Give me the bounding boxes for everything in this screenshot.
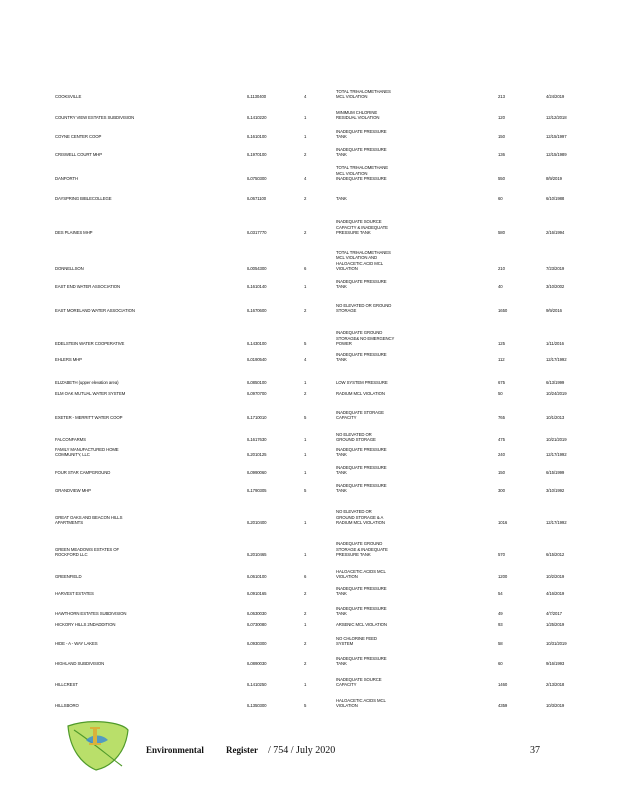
facility-name: COUNTRY VIEW ESTATES SUBDIVISION [55, 115, 135, 121]
violation-count: 2 [304, 152, 307, 158]
violation-date: 9/9/2016 [546, 308, 562, 314]
facility-id: IL0890030 [247, 661, 267, 667]
facility-id: IL1610100 [247, 134, 267, 140]
facility-id: IL1410220 [247, 115, 267, 121]
violation-date: 12/15/1997 [546, 134, 567, 140]
facility-name: DONNELLSON [55, 266, 84, 272]
environmental-register-logo [62, 720, 132, 772]
violation-type: HALOACETIC ACIDS MCL VIOLATION [336, 568, 386, 580]
violation-count: 1 [304, 622, 307, 628]
violation-count: 1 [304, 437, 307, 443]
violation-count: 2 [304, 391, 307, 397]
violation-count: 2 [304, 611, 307, 617]
violation-type: RADIUM MCL VIOLATION [336, 391, 385, 397]
facility-name: FAMILY MANUFACTURED HOME COMMUNITY, LLC [55, 446, 119, 458]
violation-type: INADEQUATE PRESSURE TANK [336, 482, 387, 494]
facility-name: HIDE - A - WAY LAKES [55, 641, 98, 647]
facility-id: IL0610100 [247, 574, 267, 580]
facility-id: IL0910165 [247, 591, 267, 597]
violation-type: TANK [336, 196, 347, 202]
population-served: 50 [498, 391, 503, 397]
facility-name: GREEN MEADOWS ESTATES OF ROCKFORD LLC [55, 546, 120, 558]
footer-page-number: 37 [530, 745, 540, 756]
facility-id: IL2010465 [247, 552, 267, 558]
violation-date: 9/16/1993 [546, 661, 565, 667]
facility-id: IL1710010 [247, 415, 267, 421]
population-served: 550 [498, 176, 505, 182]
violation-date: 6/15/1999 [546, 470, 565, 476]
facility-id: IL2010125 [247, 452, 267, 458]
facility-name: DAYSPRING BIBLECOLLEGE [55, 196, 112, 202]
population-served: 475 [498, 437, 505, 443]
violation-date: 10/24/2019 [546, 391, 567, 397]
facility-name: HICKORY HILLS 2NDADDITION [55, 622, 116, 628]
facility-id: IL1430100 [247, 341, 267, 347]
facility-id: IL1790305 [247, 488, 267, 494]
page-footer [0, 712, 618, 772]
facility-name: GREAT OAKS AND BEACON HILLS APARTMENTS [55, 514, 123, 526]
violation-date: 6/15/2012 [546, 552, 565, 558]
population-served: 136 [498, 152, 505, 158]
violation-date: 10/3/2019 [546, 703, 565, 709]
facility-name: HARVEST ESTATES [55, 591, 94, 597]
violation-type: INADEQUATE STORAGE CAPACITY [336, 409, 384, 421]
facility-id: IL0190540 [247, 357, 267, 363]
population-served: 210 [498, 266, 505, 272]
violation-date: 10/2/2019 [546, 574, 565, 580]
footer-issue: / 754 / July 2020 [268, 745, 336, 756]
facility-id: IL1970100 [247, 152, 267, 158]
violation-count: 5 [304, 415, 307, 421]
violation-count: 2 [304, 591, 307, 597]
violation-type: NO ELEVATED OR GROUND STORAGE [336, 431, 376, 443]
violation-date: 3/10/1992 [546, 488, 565, 494]
violation-date: 3/10/2002 [546, 284, 565, 290]
population-served: 150 [498, 134, 505, 140]
facility-name: EDELSTEIN WATER COOPERATIVE [55, 341, 125, 347]
facility-id: IL0970700 [247, 391, 267, 397]
facility-id: IL1670600 [247, 308, 267, 314]
violation-type: INADEQUATE PRESSURE TANK [336, 605, 387, 617]
population-served: 570 [498, 552, 505, 558]
violation-type: INADEQUATE SOURCE CAPACITY [336, 676, 382, 688]
violation-count: 4 [304, 94, 307, 100]
violation-date: 7/23/2019 [546, 266, 565, 272]
population-served: 93 [498, 622, 503, 628]
violation-count: 1 [304, 520, 307, 526]
population-served: 1200 [498, 574, 508, 580]
population-served: 675 [498, 380, 505, 386]
violation-count: 6 [304, 574, 307, 580]
violation-type: INADEQUATE PRESSURE TANK [336, 464, 387, 476]
facility-id: IL0630030 [247, 611, 267, 617]
population-served: 120 [498, 115, 505, 121]
violation-type: INADEQUATE GROUND STORAGE& NO EMERGENCY POWER [336, 330, 395, 347]
facility-name: GREENFIELD [55, 574, 82, 580]
violation-date: 4/24/2019 [546, 94, 565, 100]
facility-name: HILLSBORO [55, 703, 79, 709]
facility-id: IL1617630 [247, 437, 267, 443]
facility-name: COOKSVILLE [55, 94, 82, 100]
facility-id: IL0850100 [247, 380, 267, 386]
violation-date: 6/13/1999 [546, 380, 565, 386]
population-served: 40 [498, 284, 503, 290]
violation-type: ARSENIC MCL VIOLATION [336, 622, 387, 628]
violation-type: INADEQUATE PRESSURE TANK [336, 146, 387, 158]
facility-name: HIGHLAND SUBDIVISION [55, 661, 105, 667]
violation-count: 1 [304, 470, 307, 476]
facility-id: IL0750300 [247, 176, 267, 182]
violation-date: 10/1/2013 [546, 415, 565, 421]
facility-name: COYNE CENTER COOP [55, 134, 102, 140]
violation-type: INADEQUATE PRESSURE TANK [336, 278, 387, 290]
violation-count: 1 [304, 682, 307, 688]
violation-type: TOTAL TRIHALOMETHANES MCL VIOLATION AND HALOACETIC ACID MCL VIOLATION [336, 249, 391, 272]
violation-count: 2 [304, 641, 307, 647]
footer-journal-register: Register [226, 745, 258, 755]
facility-id: IL0730080 [247, 622, 267, 628]
violation-type: INADEQUATE PRESSURE TANK [336, 351, 387, 363]
facility-id: IL0054300 [247, 266, 267, 272]
population-served: 213 [498, 94, 505, 100]
facility-name: FALCONFARMS [55, 437, 86, 443]
violation-count: 4 [304, 176, 307, 182]
violation-count: 5 [304, 488, 307, 494]
population-served: 240 [498, 452, 505, 458]
violation-count: 1 [304, 284, 307, 290]
population-served: 112 [498, 357, 505, 363]
population-served: 4359 [498, 703, 508, 709]
violation-date: 2/13/2018 [546, 682, 565, 688]
violation-type: MINIMUM CHLORINE RESIDUAL VIOLATION [336, 109, 380, 121]
violation-type: NO ELEVATED OR GROUND STORAGE & A RADIUM MCL VIOLATION [336, 509, 385, 526]
population-served: 60 [498, 661, 503, 667]
violation-date: 12/17/1992 [546, 357, 567, 363]
violation-type: NO ELEVATED OR GROUND STORAGE [336, 302, 392, 314]
violation-type: NO CHLORINE FEED SYSTEM [336, 635, 377, 647]
facility-id: IL1410250 [247, 682, 267, 688]
violation-count: 5 [304, 703, 307, 709]
violation-type: INADEQUATE GROUND STORAGE & INADEQUATE PRESSURE TANK [336, 541, 388, 558]
violation-count: 5 [304, 341, 307, 347]
violation-date: 4/16/2019 [546, 591, 565, 597]
facility-id: IL1610140 [247, 284, 267, 290]
violation-type: INADEQUATE PRESSURE TANK [336, 655, 387, 667]
population-served: 60 [498, 196, 503, 202]
population-served: 765 [498, 415, 505, 421]
facility-name: EHLERS MHP [55, 357, 82, 363]
table-row [0, 196, 618, 236]
facility-name: GRANDVIEW MHP [55, 488, 91, 494]
violation-date: 12/17/1992 [546, 452, 567, 458]
facility-id: IL0671100 [247, 196, 267, 202]
violation-count: 2 [304, 196, 307, 202]
violation-count: 1 [304, 380, 307, 386]
violation-count: 2 [304, 308, 307, 314]
violation-count: 1 [304, 115, 307, 121]
facility-name: ELM OAK MUTUAL WATER SYSTEM [55, 391, 126, 397]
violation-date: 12/15/1989 [546, 152, 567, 158]
violation-count: 2 [304, 661, 307, 667]
violation-date: 12/12/2018 [546, 115, 567, 121]
footer-journal-environmental: Environmental [146, 745, 204, 755]
population-served: 54 [498, 591, 503, 597]
population-served: 125 [498, 341, 505, 347]
violation-type: INADEQUATE PRESSURE TANK [336, 128, 387, 140]
violation-date: 2/16/1994 [546, 230, 565, 236]
violation-count: 1 [304, 552, 307, 558]
violation-date: 1/11/2016 [546, 341, 564, 347]
violation-date: 10/21/2019 [546, 437, 567, 443]
violation-type: INADEQUATE PRESSURE TANK [336, 585, 387, 597]
facility-id: IL0317770 [247, 230, 267, 236]
violation-type: INADEQUATE PRESSURE TANK [336, 446, 387, 458]
facility-name: HILLCREST [55, 682, 78, 688]
facility-name: DANFORTH [55, 176, 78, 182]
table-row [0, 669, 618, 709]
violation-count: 4 [304, 357, 307, 363]
violation-date: 6/10/1988 [546, 196, 565, 202]
violation-count: 1 [304, 134, 307, 140]
violation-count: 6 [304, 266, 307, 272]
violation-type: TOTAL TRIHALOMETHANE MCL VIOLATION INADEQUATE PRESSURE [336, 165, 389, 182]
facility-name: DES PLAINES MHP [55, 230, 93, 236]
violation-date: 10/31/2019 [546, 641, 567, 647]
violation-type: INADEQUATE SOURCE CAPACITY & INADEQUATE PRESSURE TANK [336, 219, 388, 236]
facility-id: IL0930300 [247, 641, 267, 647]
violation-type: TOTAL TRIHALOMETHANES MCL VIOLATION [336, 88, 391, 100]
violation-date: 8/9/2019 [546, 176, 562, 182]
population-served: 1016 [498, 520, 508, 526]
facility-id: IL0990060 [247, 470, 267, 476]
population-served: 580 [498, 230, 505, 236]
facility-id: IL1350300 [247, 703, 267, 709]
facility-name: ELIZABETH (upper elevation area) [55, 380, 119, 386]
facility-name: CRISWELL COURT MHP [55, 152, 103, 158]
violation-count: 2 [304, 230, 307, 236]
facility-name: FOUR STAR CAMPGROUND [55, 470, 111, 476]
facility-id: IL1130400 [247, 94, 267, 100]
violation-date: 4/7/2017 [546, 611, 562, 617]
population-served: 300 [498, 488, 505, 494]
violation-date: 12/17/1992 [546, 520, 567, 526]
population-served: 150 [498, 470, 505, 476]
population-served: 1460 [498, 682, 508, 688]
facility-id: IL2010400 [247, 520, 267, 526]
facility-name: EAST MORELAND WATER ASSOCIATION [55, 308, 135, 314]
population-served: 1650 [498, 308, 508, 314]
facility-name: EAST END WATER ASSOCIATION [55, 284, 121, 290]
facility-name: EXETER - MERRITT WATER COOP [55, 415, 123, 421]
violation-date: 1/25/2019 [546, 622, 565, 628]
violation-type: HALOACETIC ACIDS MCL VIOLATION [336, 697, 386, 709]
population-served: 58 [498, 641, 503, 647]
facility-name: HAWTHORN ESTATES SUBDIVISION [55, 611, 127, 617]
violation-type: LOW SYSTEM PRESSURE [336, 380, 388, 386]
violation-count: 1 [304, 452, 307, 458]
population-served: 49 [498, 611, 503, 617]
